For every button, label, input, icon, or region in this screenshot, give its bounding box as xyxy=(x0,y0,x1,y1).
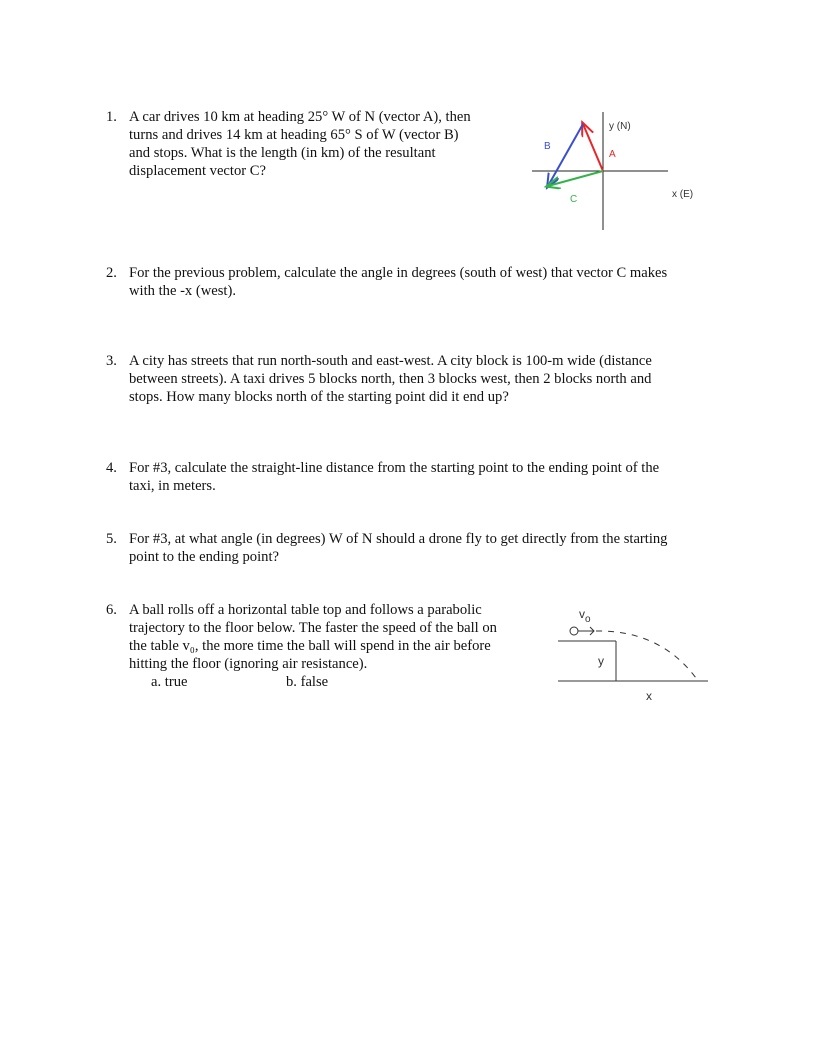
question-text-line: displacement vector C? xyxy=(129,163,266,179)
vector-a-label: A xyxy=(609,149,616,160)
projectile-diagram xyxy=(550,606,715,706)
question-text-line: A car drives 10 km at heading 25° W of N (vector A), then xyxy=(129,109,471,125)
vector-b xyxy=(548,124,583,186)
ball xyxy=(570,627,578,635)
vector-c-label: C xyxy=(570,194,578,205)
question-text-line: trajectory to the floor below. The faster the speed of the ball on xyxy=(129,620,497,636)
choice-a[interactable]: a. true xyxy=(151,674,188,690)
question-text-line: hitting the floor (ignoring air resistance). xyxy=(129,656,368,672)
y-height-label: y xyxy=(598,654,604,668)
question-4 xyxy=(106,459,726,495)
vector-b-label: B xyxy=(544,141,551,152)
question-text-line: taxi, in meters. xyxy=(129,478,216,494)
question-text-line: point to the ending point? xyxy=(129,549,279,565)
question-3 xyxy=(106,352,726,406)
question-5 xyxy=(106,530,726,566)
question-number: 4. xyxy=(106,460,117,476)
trajectory-curve xyxy=(596,631,696,678)
question-number: 2. xyxy=(106,265,117,281)
question-text-line: turns and drives 14 km at heading 65° S of W (vector B) xyxy=(129,127,459,143)
question-text-line: A ball rolls off a horizontal table top and follows a parabolic xyxy=(129,602,482,618)
question-text-line: between streets). A taxi drives 5 blocks north, then 3 blocks west, then 2 blocks north and xyxy=(129,371,652,387)
question-text-line: A city has streets that run north-south and east-west. A city block is 100-m wide (distance xyxy=(129,353,652,369)
velocity-label: $v_o$ xyxy=(579,607,591,625)
question-text-line: with the -x (west). xyxy=(129,283,236,299)
question-number: 3. xyxy=(106,353,117,369)
x-axis-label: x (E) xyxy=(672,189,694,200)
question-1 xyxy=(106,108,506,180)
question-text-line: and stops. What is the length (in km) of the resultant xyxy=(129,145,436,161)
question-text-line: the table v₀, the more time the ball will spend in the air before xyxy=(129,638,491,654)
question-number: 6. xyxy=(106,602,117,618)
question-text-line: For the previous problem, calculate the angle in degrees (south of west) that vector C makes xyxy=(129,265,668,281)
question-text-line: For #3, calculate the straight-line distance from the starting point to the ending point of the xyxy=(129,460,660,476)
x-distance-label: x xyxy=(646,689,652,703)
vector-a xyxy=(583,124,603,171)
question-6 xyxy=(106,601,546,691)
question-number: 1. xyxy=(106,109,117,125)
question-text-line: For #3, at what angle (in degrees) W of N should a drone fly to get directly from the starting xyxy=(129,531,668,547)
choice-b[interactable]: b. false xyxy=(286,674,329,690)
question-2 xyxy=(106,264,726,300)
answer-choices xyxy=(129,673,546,691)
vector-diagram xyxy=(520,108,710,236)
question-text-line: stops. How many blocks north of the starting point did it end up? xyxy=(129,389,509,405)
question-number: 5. xyxy=(106,531,117,547)
y-axis-label: y (N) xyxy=(609,121,631,132)
